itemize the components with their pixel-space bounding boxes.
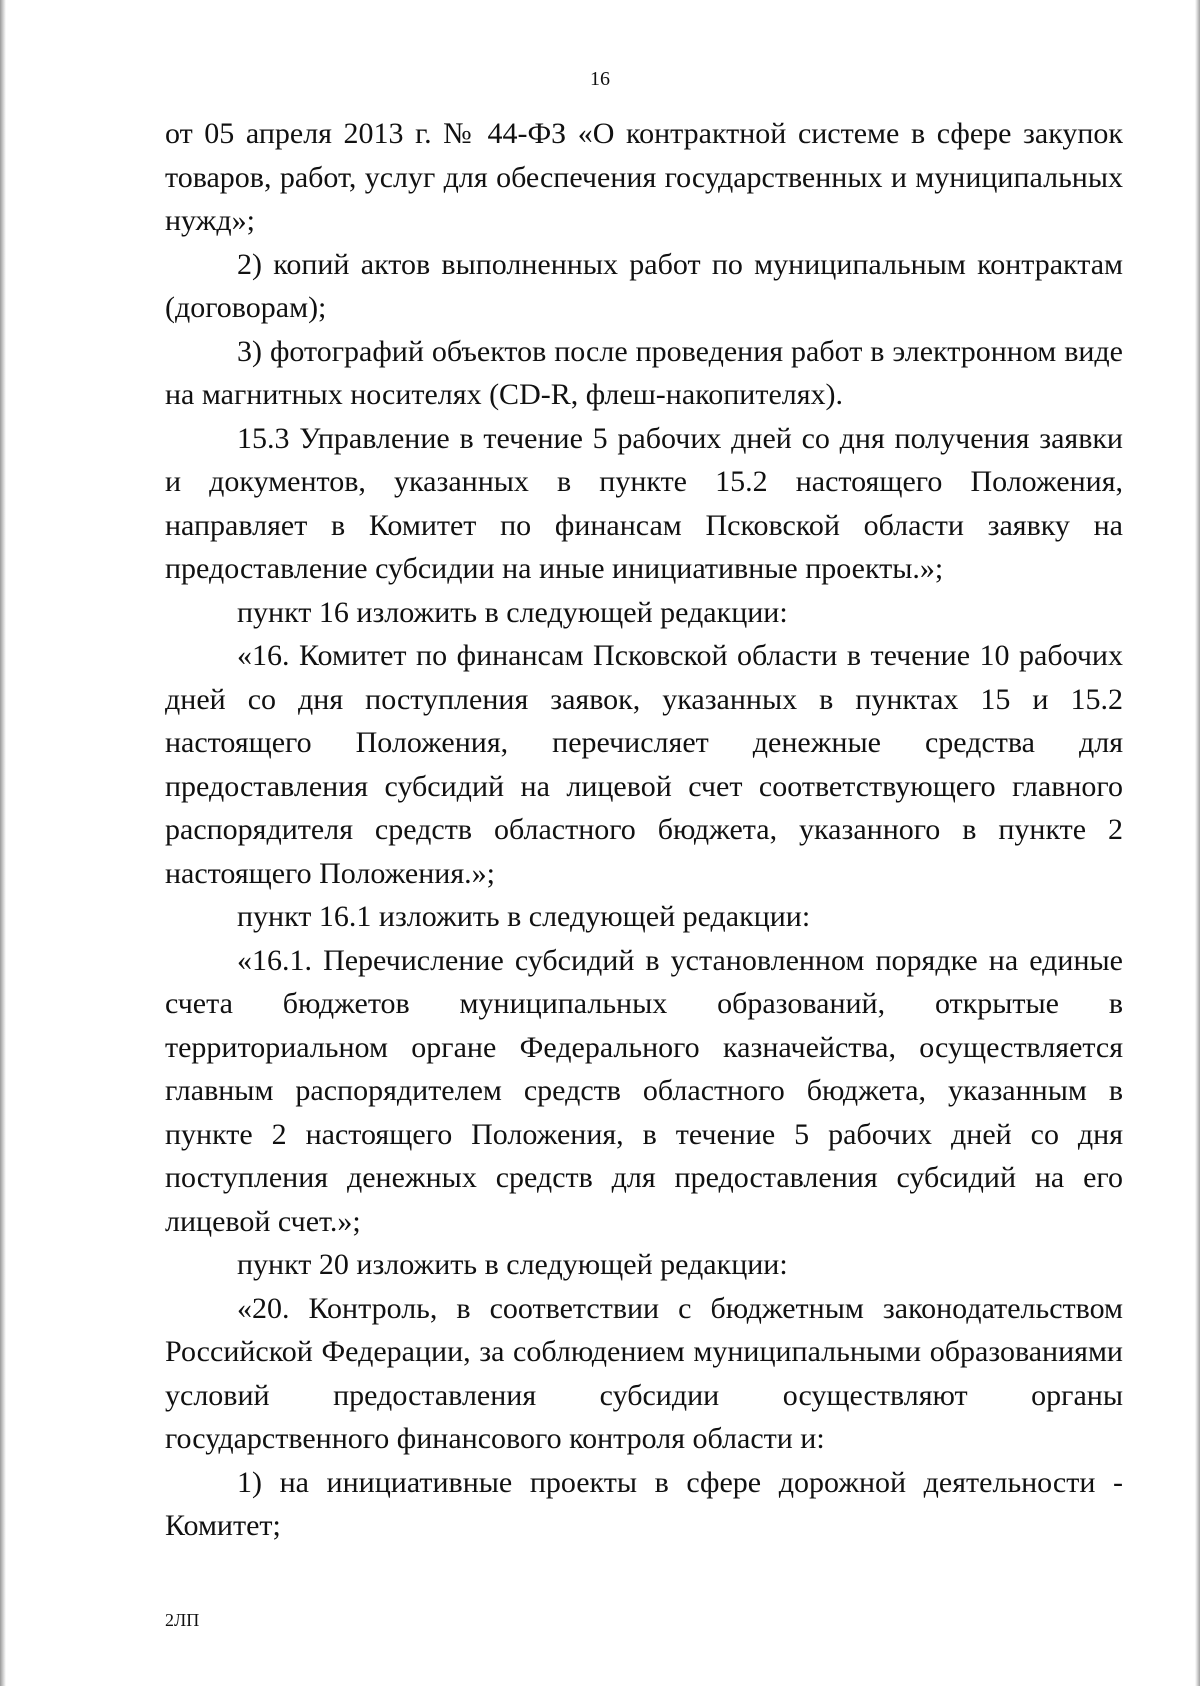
scan-edge-right (1195, 0, 1200, 1686)
paragraph-16: «16. Комитет по финансам Псковской области в течение 10 рабочих дней со дня поступления заявок, указанных в пунктах 15 и 15.2 настоящего Положения, перечисляет денежные средства для предоставления субсидий на лицевой счет соответствующего главного распорядителя средств областного бюджета, указанного в пункте 2 настоящего Положения.»; (165, 639, 1123, 890)
page-number: 16 (590, 68, 610, 90)
paragraph-amend-20: пункт 20 изложить в следующей редакции: (237, 1248, 788, 1281)
document-body (165, 112, 1123, 1548)
scan-edge-left (0, 0, 6, 1686)
paragraph-item-2: 2) копий актов выполненных работ по муниципальным контрактам (договорам); (165, 247, 1123, 324)
paragraph-20-item-1: 1) на инициативные проекты в сфере дорожной деятельности - Комитет; (165, 1465, 1123, 1542)
paragraph-16-1: «16.1. Перечисление субсидий в установленном порядке на единые счета бюджетов муниципальных образований, открытые в территориальном органе Федерального казначейства, осуществляется главным распорядителем средств областного бюджета, указанным в пункте 2 настоящего Положения, в течение 5 рабочих дней со дня поступления денежных средств для предоставления субсидий на его лицевой счет.»; (165, 943, 1123, 1238)
paragraph-amend-16: пункт 16 изложить в следующей редакции: (237, 595, 788, 629)
paragraph-amend-16-1: пункт 16.1 изложить в следующей редакции: (237, 900, 811, 933)
footer-code: 2ЛП (165, 1610, 200, 1630)
paragraph-law-reference: от 05 апреля 2013 г. № 44-ФЗ «О контрактной системе в сфере закупок товаров, работ, услуг для обеспечения государственных и муниципальных нужд»; (165, 117, 1123, 237)
paragraph-20: «20. Контроль, в соответствии с бюджетным законодательством Российской Федерации, за соблюдением муниципальными образованиями условий предоставления субсидии осуществляют органы государственного финансового контроля области и: (165, 1291, 1123, 1455)
paragraph-item-3: 3) фотографий объектов после проведения работ в электронном виде на магнитных носителях (CD-R, флеш-накопителях). (165, 334, 1123, 411)
paragraph-15-3: 15.3 Управление в течение 5 рабочих дней со дня получения заявки и документов, указанных в пункте 15.2 настоящего Положения, направляет в Комитет по финансам Псковской области заявку на предоставление субсидии на иные инициативные проекты.»; (165, 421, 1123, 585)
